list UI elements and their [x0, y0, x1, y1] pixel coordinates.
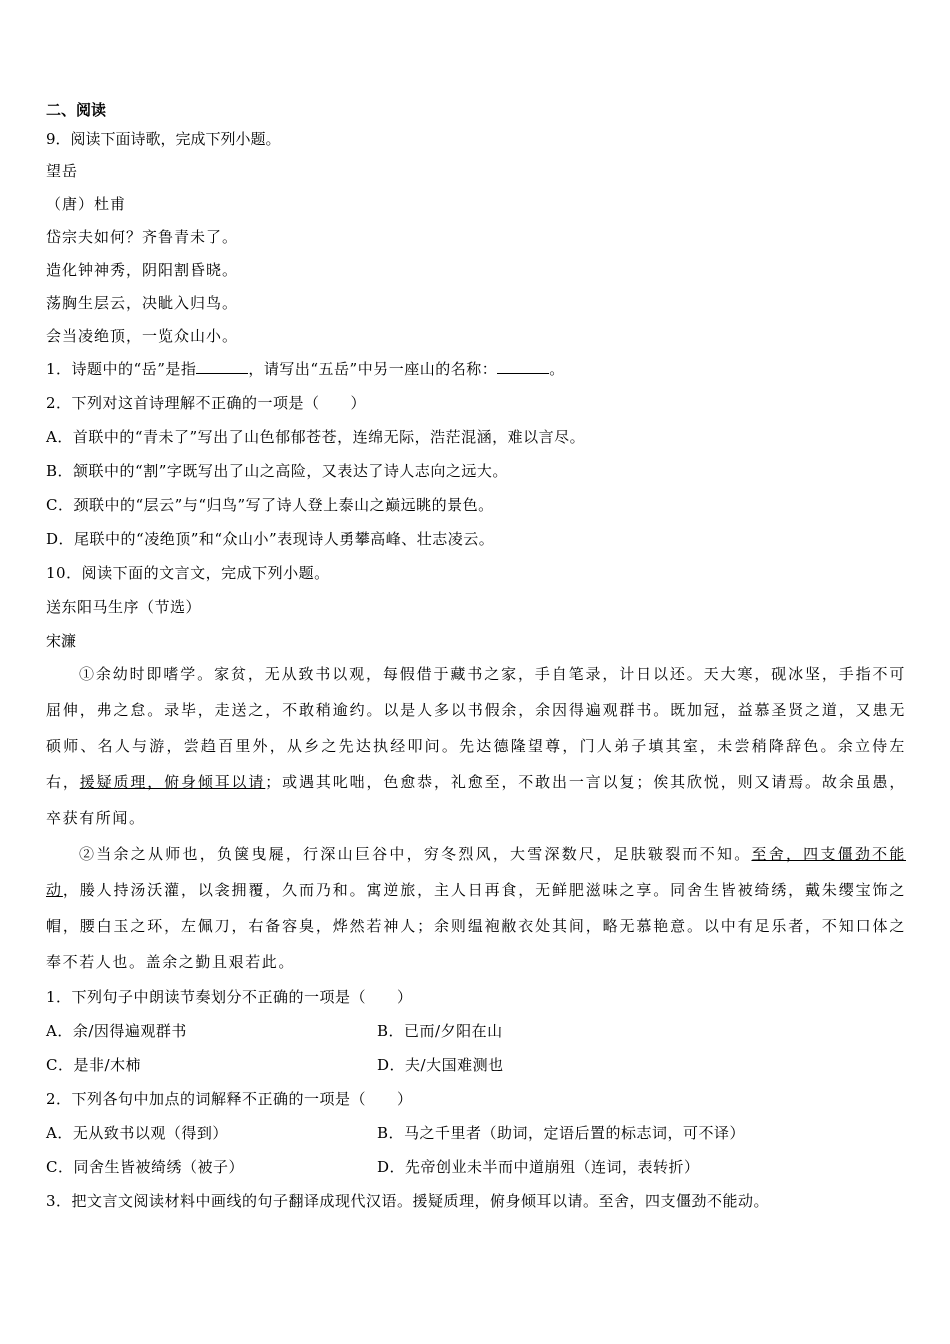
option-row: [46, 1054, 906, 1076]
question-9-sub1: [46, 358, 906, 380]
option-c: C．颈联中的“层云”与“归鸟”写了诗人登上泰山之巅远眺的景色。: [46, 496, 494, 514]
option-b: B．已而/夕阳在山: [377, 1022, 503, 1040]
option-row: [46, 1020, 906, 1042]
sub1-text-b: ，请写出“五岳”中另一座山的名称：: [248, 360, 498, 378]
option-a: A．首联中的“青未了”写出了山色郁郁苍苍，连绵无际，浩茫混涵，难以言尽。: [46, 428, 586, 446]
option-row: [46, 1156, 906, 1178]
paragraph-text: ；或遇其叱咄，色愈恭，礼愈至，不敢出一言以复；俟其欣悦，则又请焉。故余虽愚，卒获有所闻。: [46, 773, 906, 827]
document-page: [46, 100, 906, 1224]
poem-line: 岱宗夫如何？齐鲁青未了。: [46, 228, 239, 246]
section-title: 二、阅读: [46, 102, 107, 119]
passage-author: 宋濂: [46, 632, 77, 650]
option-d: D．夫/大国难测也: [377, 1056, 504, 1074]
option-b: B．马之千里者（助词，定语后置的标志词，可不译）: [377, 1124, 746, 1142]
question-10-sub2: 2．下列各句中加点的词解释不正确的一项是（ ）: [46, 1090, 413, 1108]
passage-paragraph-1: [46, 656, 906, 836]
sub1-text-a: 1．诗题中的“岳”是指: [46, 360, 197, 378]
option-c: C．是非/木柿: [46, 1056, 142, 1074]
passage-paragraph-2: [46, 836, 906, 980]
poem-title: 望岳: [46, 162, 79, 180]
option-c: C．同舍生皆被绮绣（被子）: [46, 1158, 244, 1176]
question-10-intro: 10．阅读下面的文言文，完成下列小题。: [46, 564, 330, 582]
underlined-sentence: 至舍，四支僵劲不能动: [46, 845, 906, 899]
question-10-sub1: 1．下列句子中朗读节奏划分不正确的一项是（ ）: [46, 988, 413, 1006]
passage-title: 送东阳马生序（节选）: [46, 598, 202, 616]
option-b: B．颔联中的“割”字既写出了山之高险，又表达了诗人志向之远大。: [46, 462, 508, 480]
option-a: A．无从致书以观（得到）: [46, 1124, 228, 1142]
underlined-sentence: 援疑质理，俯身倾耳以请: [79, 773, 266, 791]
poem-line: 荡胸生层云，决眦入归鸟。: [46, 294, 239, 312]
poem-line: 造化钟神秀，阴阳割昏晓。: [46, 261, 239, 279]
poem-line: 会当凌绝顶，一览众山小。: [46, 327, 239, 345]
sub1-text-c: 。: [549, 360, 565, 378]
answer-blank[interactable]: [497, 359, 549, 374]
answer-blank[interactable]: [196, 359, 248, 374]
option-d: D．尾联中的“凌绝顶”和“众山小”表现诗人勇攀高峰、壮志凌云。: [46, 530, 495, 548]
option-d: D．先帝创业未半而中道崩殂（连词，表转折）: [377, 1158, 700, 1176]
paragraph-text: ，媵人持汤沃灌，以衾拥覆，久而乃和。寓逆旅，主人日再食，无鲜肥滋味之享。同舍生皆被绮绣，戴朱缨宝饰之帽，腰白玉之环，左佩刀，右备容臭，烨然若神人；余则缊袍敝衣处其间，略无慕艳意。以中有足乐者，不知口体之奉不若人也。盖余之勤且艰若此。: [46, 881, 906, 971]
question-9-sub2: 2．下列对这首诗理解不正确的一项是（ ）: [46, 394, 367, 412]
option-row: [46, 1122, 906, 1144]
paragraph-text: ①余幼时即嗜学。家贫，无从致书以观，每假借于藏书之家，手自笔录，计日以还。天大寒，砚冰坚，手指不可屈伸，弗之怠。录毕，走送之，不敢稍逾约。以是人多以书假余，余因得遍观群书。既加冠，益慕圣贤之道，又患无硕师、名人与游，尝趋百里外，从乡之先达执经叩问。先达德隆望尊，门人弟子填其室，未尝稍降辞色。余立侍左右，: [46, 665, 906, 791]
question-10-sub3: 3．把文言文阅读材料中画线的句子翻译成现代汉语。援疑质理，俯身倾耳以请。至舍，四支僵劲不能动。: [46, 1192, 770, 1210]
paragraph-text: ②当余之从师也，负箧曳屣，行深山巨谷中，穷冬烈风，大雪深数尺，足肤皲裂而不知。: [79, 845, 752, 863]
poem-author: （唐）杜甫: [46, 195, 127, 213]
question-9-intro: 9．阅读下面诗歌，完成下列小题。: [46, 130, 281, 148]
option-a: A．余/因得遍观群书: [46, 1022, 187, 1040]
